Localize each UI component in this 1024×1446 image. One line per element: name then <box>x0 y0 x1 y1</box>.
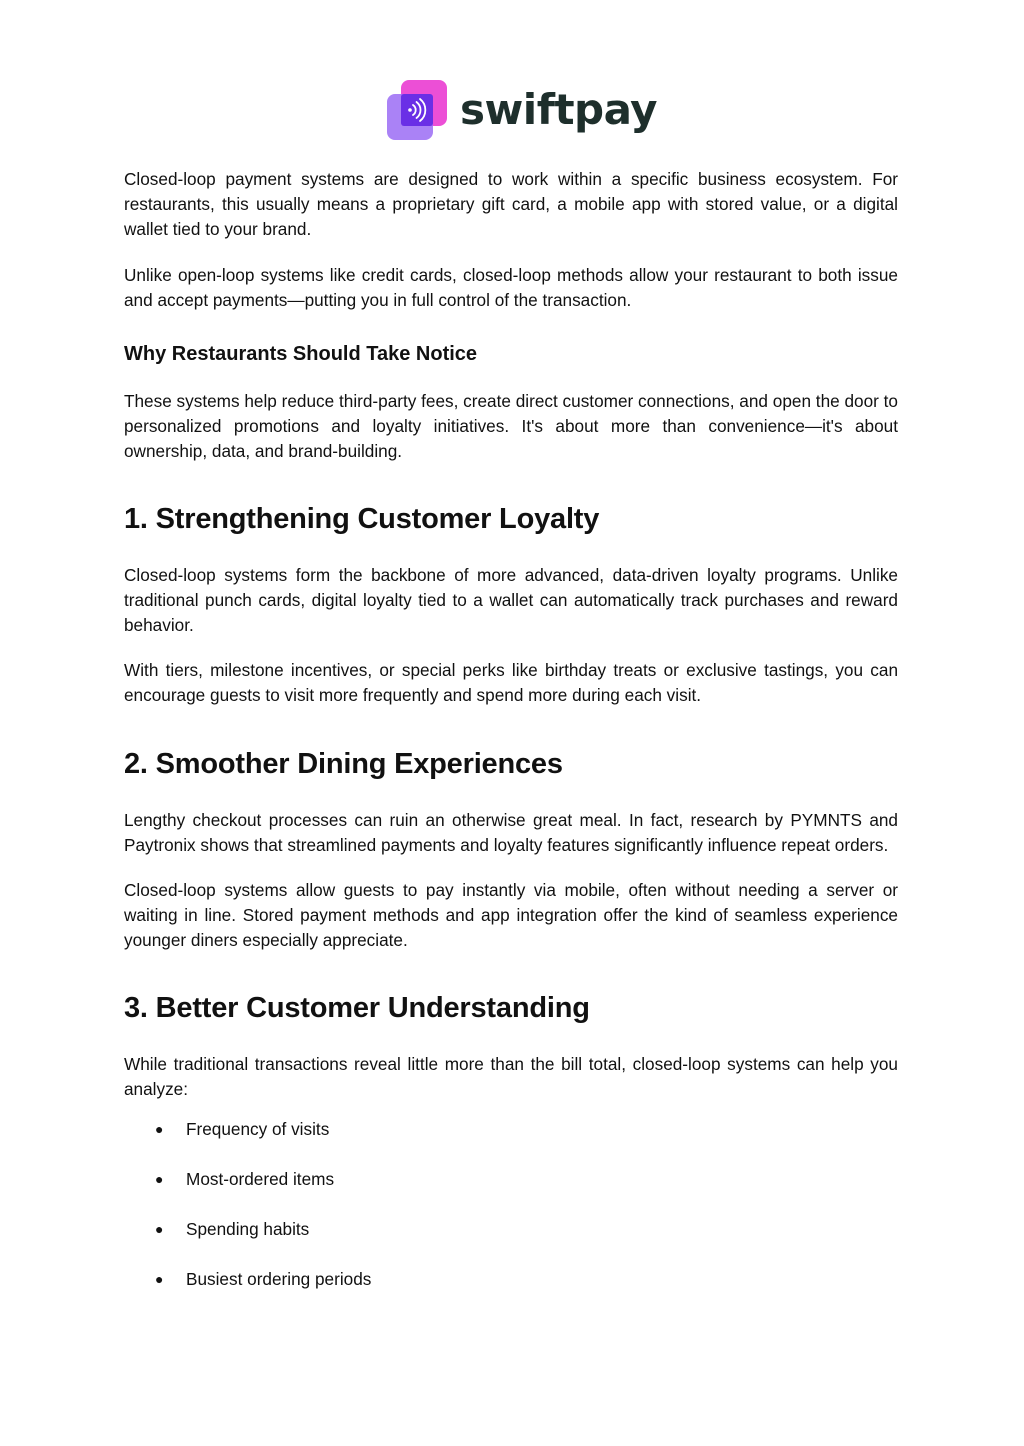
why-paragraph: These systems help reduce third-party fees, create direct customer connections, and open the door to personalized promotions and loyalty initiatives. It's about more than convenience—it's about ownership, data, and brand-building. <box>124 391 898 461</box>
list-item: ● Busiest ordering periods <box>124 1267 898 1292</box>
document-body <box>124 167 898 1317</box>
list-item: ● Most-ordered items <box>124 1167 898 1192</box>
section-1-paragraph-1: Closed-loop systems form the backbone of more advanced, data-driven loyalty programs. Unlike traditional punch cards, digital loyalty tied to a wallet can automatically track purchases and reward behavior. <box>124 565 898 635</box>
analysis-list <box>124 1117 898 1292</box>
brand-name: swiftpay <box>460 85 658 134</box>
intro-paragraph-1: Closed-loop payment systems are designed to work within a specific business ecosystem. For restaurants, this usually means a proprietary gift card, a mobile app with stored value, or a digital wallet tied to your brand. <box>124 169 898 239</box>
bullet-icon: ● <box>155 1171 164 1187</box>
bullet-icon: ● <box>155 1271 164 1287</box>
list-item: ● Frequency of visits <box>124 1117 898 1142</box>
section-2-paragraph-1: Lengthy checkout processes can ruin an otherwise great meal. In fact, research by PYMNTS and Paytronix shows that streamlined payments and loyalty features significantly influence repeat orders. <box>124 810 898 855</box>
why-heading: Why Restaurants Should Take Notice <box>124 343 478 365</box>
section-3-heading: 3. Better Customer Understanding <box>124 992 590 1024</box>
section-3-paragraph-1: While traditional transactions reveal little more than the bill total, closed-loop systems can help you analyze: <box>124 1054 898 1099</box>
section-2-heading: 2. Smoother Dining Experiences <box>124 748 563 780</box>
list-item: ● Spending habits <box>124 1217 898 1242</box>
section-1-heading: 1. Strengthening Customer Loyalty <box>124 503 600 535</box>
contactless-payment-icon <box>387 80 451 144</box>
intro-paragraph-2: Unlike open-loop systems like credit cards, closed-loop methods allow your restaurant to both issue and accept payments—putting you in full control of the transaction. <box>124 265 898 310</box>
section-1-paragraph-2: With tiers, milestone incentives, or special perks like birthday treats or exclusive tastings, you can encourage guests to visit more frequently and spend more during each visit. <box>124 660 898 705</box>
swiftpay-logo <box>387 80 658 144</box>
bullet-icon: ● <box>155 1121 164 1137</box>
section-2-paragraph-2: Closed-loop systems allow guests to pay instantly via mobile, often without needing a server or waiting in line. Stored payment methods and app integration offer the kind of seamless experience younger diners especially appreciate. <box>124 880 898 950</box>
bullet-icon: ● <box>155 1221 164 1237</box>
